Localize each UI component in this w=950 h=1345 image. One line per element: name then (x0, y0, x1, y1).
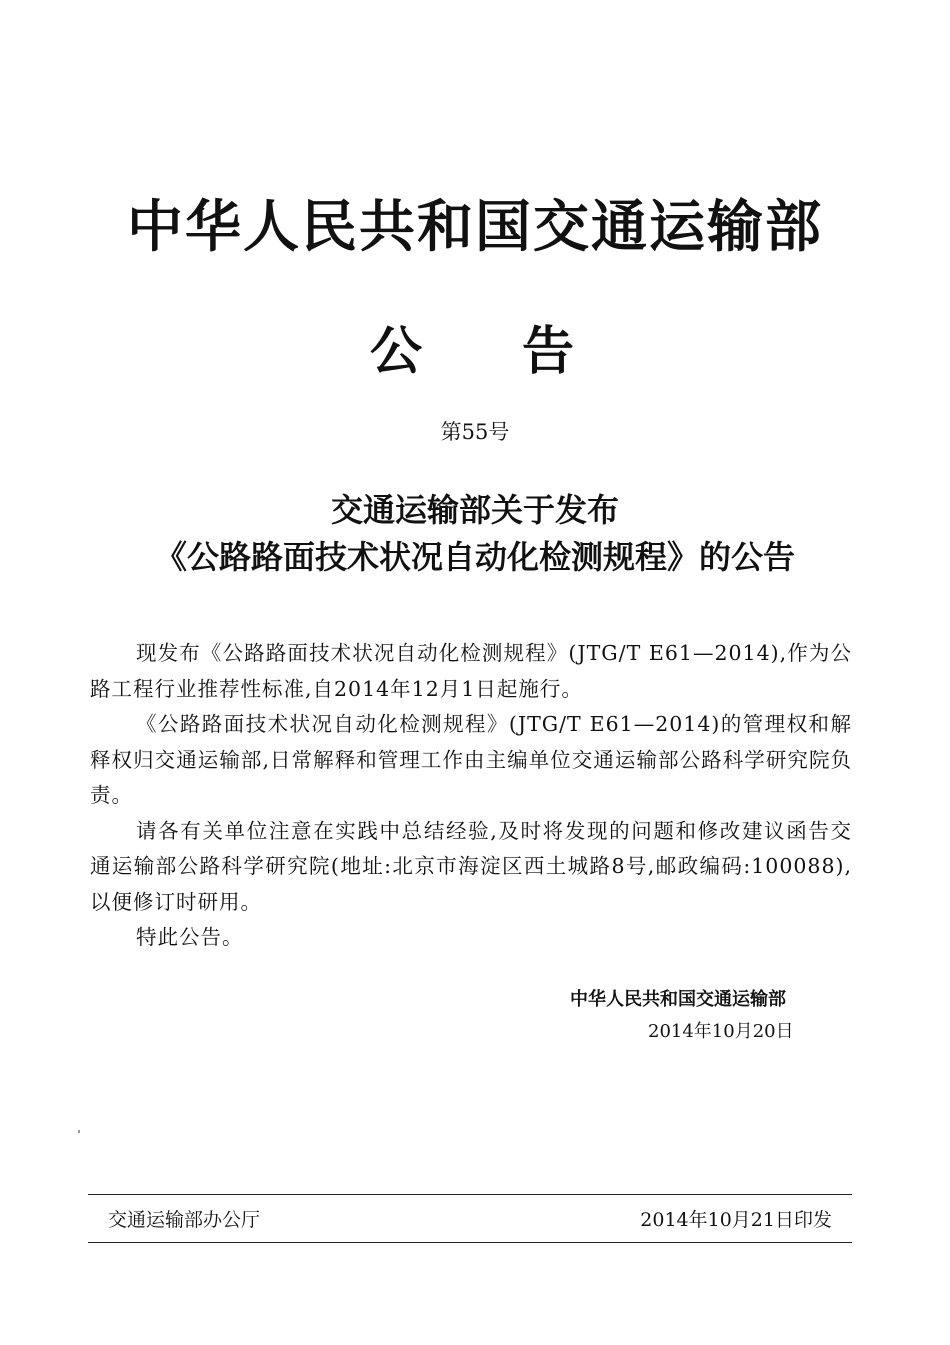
notice-title-line-1: 交通运输部关于发布 (330, 491, 619, 529)
body-paragraph-3: 请各有关单位注意在实践中总结经验,及时将发现的问题和修改建议函告交通运输部公路科学研究院(地址:北京市海淀区西土城路8号,邮政编码:100088),以便修订时研用。 (90, 818, 852, 914)
footer-print-date: 2014年10月21日印发 (640, 1209, 832, 1231)
signature-date: 2014年10月20日 (648, 1021, 794, 1042)
ministry-heading: 中华人民共和国交通运输部 (127, 195, 823, 260)
signature-organization: 中华人民共和国交通运输部 (570, 989, 786, 1010)
notice-word-gao: 告 (522, 322, 575, 382)
body-paragraph-1: 现发布《公路路面技术状况自动化检测规程》(JTG/T E61—2014),作为公路工程行业推荐性标准,自2014年12月1日起施行。 (90, 641, 852, 701)
body-paragraph-2: 《公路路面技术状况自动化检测规程》(JTG/T E61—2014)的管理权和解释权归交通运输部,日常解释和管理工作由主编单位交通运输部公路科学研究院负责。 (90, 712, 852, 807)
scan-speck (78, 1130, 80, 1133)
notice-number: 第55号 (440, 420, 510, 444)
footer-rule-top (88, 1194, 852, 1195)
footer-issuer: 交通运输部办公厅 (108, 1209, 261, 1231)
notice-body (90, 636, 852, 956)
notice-word-gong: 公 (370, 322, 423, 382)
body-paragraph-4: 特此公告。 (136, 925, 244, 949)
notice-title-line-2: 《公路路面技术状况自动化检测规程》的公告 (154, 538, 795, 576)
footer-rule-bottom (88, 1242, 852, 1243)
